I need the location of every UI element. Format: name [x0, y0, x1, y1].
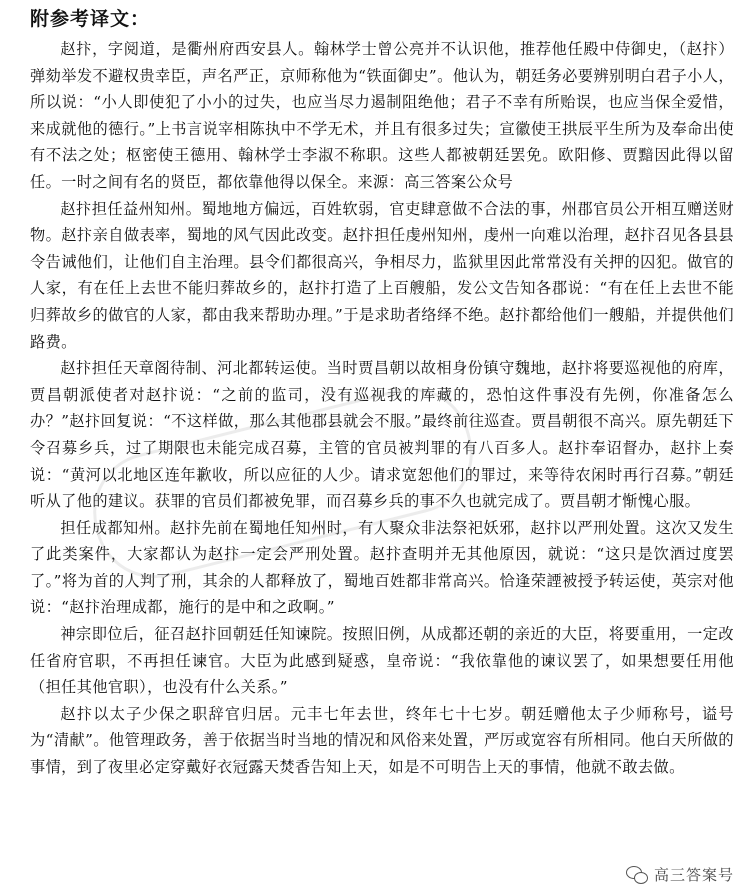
paragraph-5: 神宗即位后，征召赵抃回朝廷任知谏院。按照旧例，从成都还朝的亲近的大臣，将要重用，一定改任省府官职，不再担任谏官。大臣为此感到疑惑，皇帝说：“我依靠他的谏议罢了，如果想要任用他（担任其他官职），也没有什么关系。” [30, 625, 734, 697]
paragraph-4: 担任成都知州。赵抃先前在蜀地任知州时，有人聚众非法祭祀妖邪，赵抃以严刑处置。这次又发生了此类案件，大家都认为赵抃一定会严刑处置。赵抃查明并无其他原因，就说：“这只是饮酒过度罢了。”将为首的人判了刑，其余的人都释放了，蜀地百姓都非常高兴。恰逢荣諲被授予转运使，英宗对他说：“赵抃治理成都，施行的是中和之政啊。” [30, 518, 734, 617]
paragraph-6: 赵抃以太子少保之职辞官归居。元丰七年去世，终年七十七岁。朝廷赠他太子少师称号，谥号为“清献”。他管理政务，善于依据当时当地的情况和风俗来处置，严厉或宽容有所相同。他白天所做的事情，到了夜里必定穿戴好衣冠露天焚香告知上天，如是不可明告上天的事情，他就不敢去做。 [30, 704, 734, 777]
paragraph-1: 赵抃，字阅道，是衢州府西安县人。翰林学士曾公亮并不认识他，推荐他任殿中侍御史，（赵抃）弹劾举发不避权贵幸臣，声名严正，京师称他为“铁面御史”。他认为，朝廷务必要辨别明白君子小人，所以说：“小人即使犯了小小的过失，也应当尽力遏制阻绝他；君子不幸有所贻误，也应当保全爱惜，来成就他的德行。”上书言说宰相陈执中不学无术，并且有很多过失；宣徽使王拱辰平生所为及奉命出使有不法之处；枢密使王德用、翰林学士李淑不称职。这些人都被朝廷罢免。欧阳修、贾黯因此得以留任。一时之间有名的贤臣，都依靠他得以保全。来源：高三答案公众号 [30, 40, 734, 191]
watermark-text: 高三答案号 [653, 866, 734, 884]
wechat-watermark [620, 862, 740, 887]
wechat-icon [626, 866, 648, 884]
paragraph-2: 赵抃担任益州知州。蜀地地方偏远，百姓软弱，官吏肆意做不合法的事，州郡官员公开相互赠送财物。赵抃亲自做表率，蜀地的风气因此改变。赵抃担任虔州知州，虔州一向难以治理，赵抃召见各县县令告诫他们，让他们自主治理。县令们都很高兴，争相尽力，监狱里因此常常没有关押的囚犯。做官的人家，有在任上去世不能归葬故乡的，赵抃打造了上百艘船，发公文告知各郡说：“有在任上去世不能归葬故乡的做官的人家，都由我来帮助办理。”于是求助者络绎不绝。赵抃都给他们一艘船，并提供他们路费。 [30, 199, 734, 351]
paragraph-3: 赵抃担任天章阁待制、河北都转运使。当时贾昌朝以故相身份镇守魏地，赵抃将要巡视他的府库，贾昌朝派使者对赵抃说：“之前的监司，没有巡视我的库藏的，恐怕这件事没有先例，你准备怎么办？”赵抃回复说：“不这样做，那么其他郡县就会不服。”最终前往巡查。贾昌朝很不高兴。原先朝廷下令召募乡兵，过了期限也未能完成召募，主管的官员被判罪的有八百多人。赵抃奉诏督办，赵抃上奏说：“黄河以北地区连年歉收，所以应征的人少。请求宽恕他们的罪过，来等待农闲时再行召募。”朝廷听从了他的建议。获罪的官员们都被免罪，而召募乡兵的事不久也就完成了。贾昌朝才惭愧心服。 [30, 359, 734, 511]
document-heading: 附参考译文： [30, 8, 151, 30]
